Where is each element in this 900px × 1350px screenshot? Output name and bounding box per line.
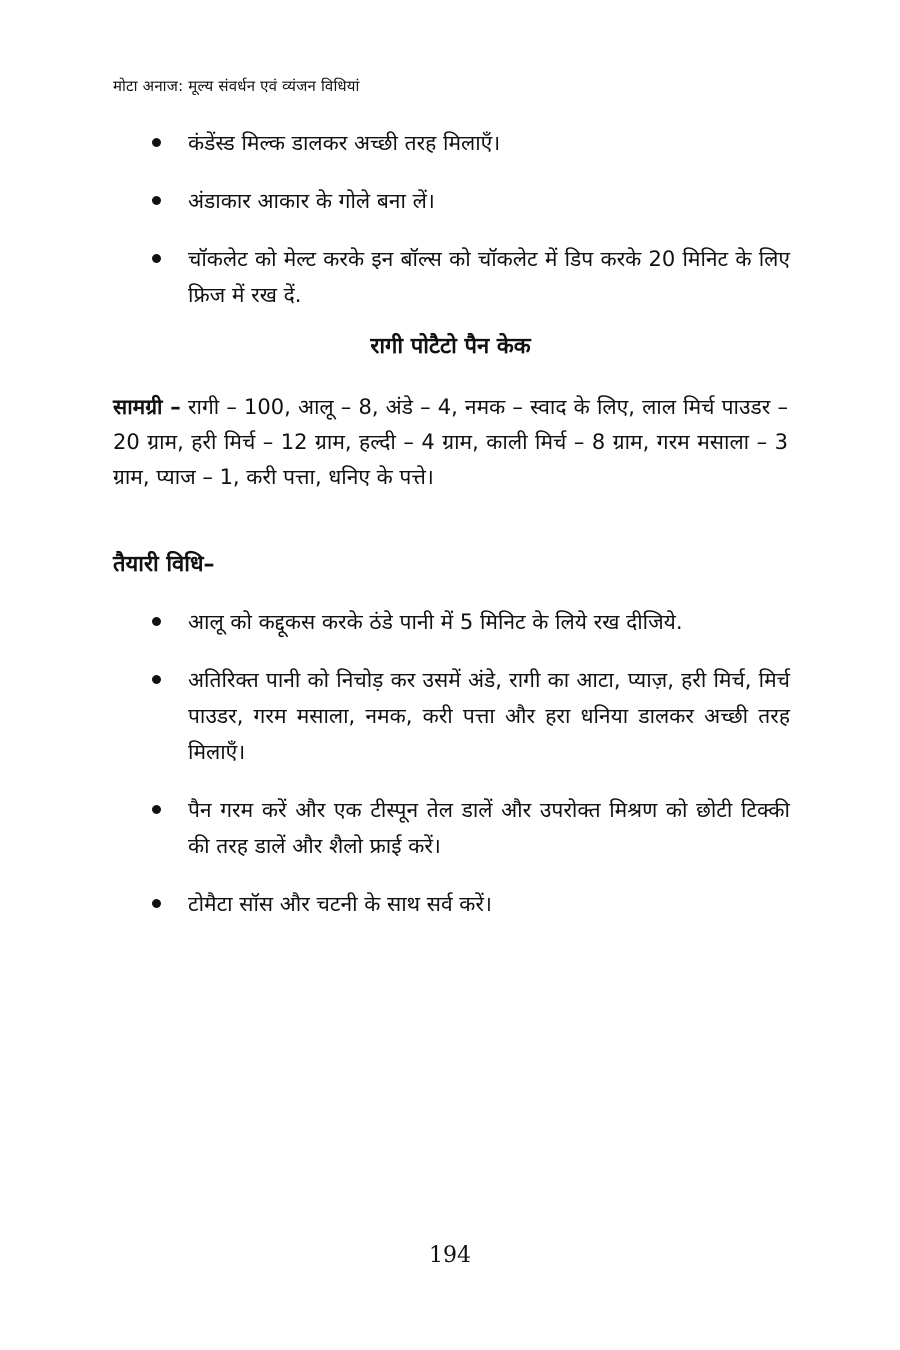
bullet-dot-icon — [152, 805, 161, 814]
list-item — [150, 792, 790, 864]
step-text: आलू को कद्दूकस करके ठंडे पानी में 5 मिनिट के लिये रख दीजिये. — [188, 610, 683, 634]
ingredients-text: रागी – 100, आलू – 8, अंडे – 4, नमक – स्वाद के लिए, लाल मिर्च पाउडर – 20 ग्राम, हरी मिर्च – 12 ग्राम, हल्दी – 4 ग्राम, काली मिर्च – 8 ग्राम, गरम मसाला – 3 ग्राम, प्याज – 1, करी पत्ता, धनिए के पत्ते। — [113, 395, 788, 489]
step-text: अंडाकार आकार के गोले बना लें। — [188, 189, 435, 213]
running-header: मोटा अनाज: मूल्य संवर्धन एवं व्यंजन विधियां — [113, 77, 360, 95]
bullet-dot-icon — [152, 899, 161, 908]
method-steps — [150, 604, 790, 944]
step-text: टोमैटा सॉस और चटनी के साथ सर्व करें। — [188, 892, 492, 916]
list-item — [150, 183, 790, 219]
step-text: कंडेंस्ड मिल्क डालकर अच्छी तरह मिलाएँ। — [188, 131, 501, 155]
list-item — [150, 662, 790, 770]
step-text: अतिरिक्त पानी को निचोड़ कर उसमें अंडे, रागी का आटा, प्याज़, हरी मिर्च, मिर्च पाउडर, गरम मसाला, नमक, करी पत्ता और हरा धनिया डालकर अच्छी तरह मिलाएँ। — [188, 668, 790, 764]
list-item — [150, 241, 790, 313]
page-number: 194 — [429, 1243, 471, 1268]
ingredients-paragraph — [113, 390, 788, 495]
bullet-dot-icon — [152, 138, 161, 147]
previous-recipe-steps — [150, 125, 790, 335]
list-item — [150, 886, 790, 922]
list-item — [150, 125, 790, 161]
list-item — [150, 604, 790, 640]
step-text: पैन गरम करें और एक टीस्पून तेल डालें और उपरोक्त मिश्रण को छोटी टिक्की की तरह डालें और शैलो फ्राई करें। — [188, 798, 790, 858]
method-heading: तैयारी विधि– — [113, 552, 215, 577]
ingredients-label: सामग्री – — [113, 395, 181, 419]
bullet-dot-icon — [152, 196, 161, 205]
recipe-title: रागी पोटैटो पैन केक — [370, 334, 531, 359]
bullet-dot-icon — [152, 617, 161, 626]
bullet-dot-icon — [152, 254, 161, 263]
bullet-dot-icon — [152, 675, 161, 684]
step-text: चॉकलेट को मेल्ट करके इन बॉल्स को चॉकलेट में डिप करके 20 मिनिट के लिए फ्रिज में रख दें. — [188, 247, 790, 307]
